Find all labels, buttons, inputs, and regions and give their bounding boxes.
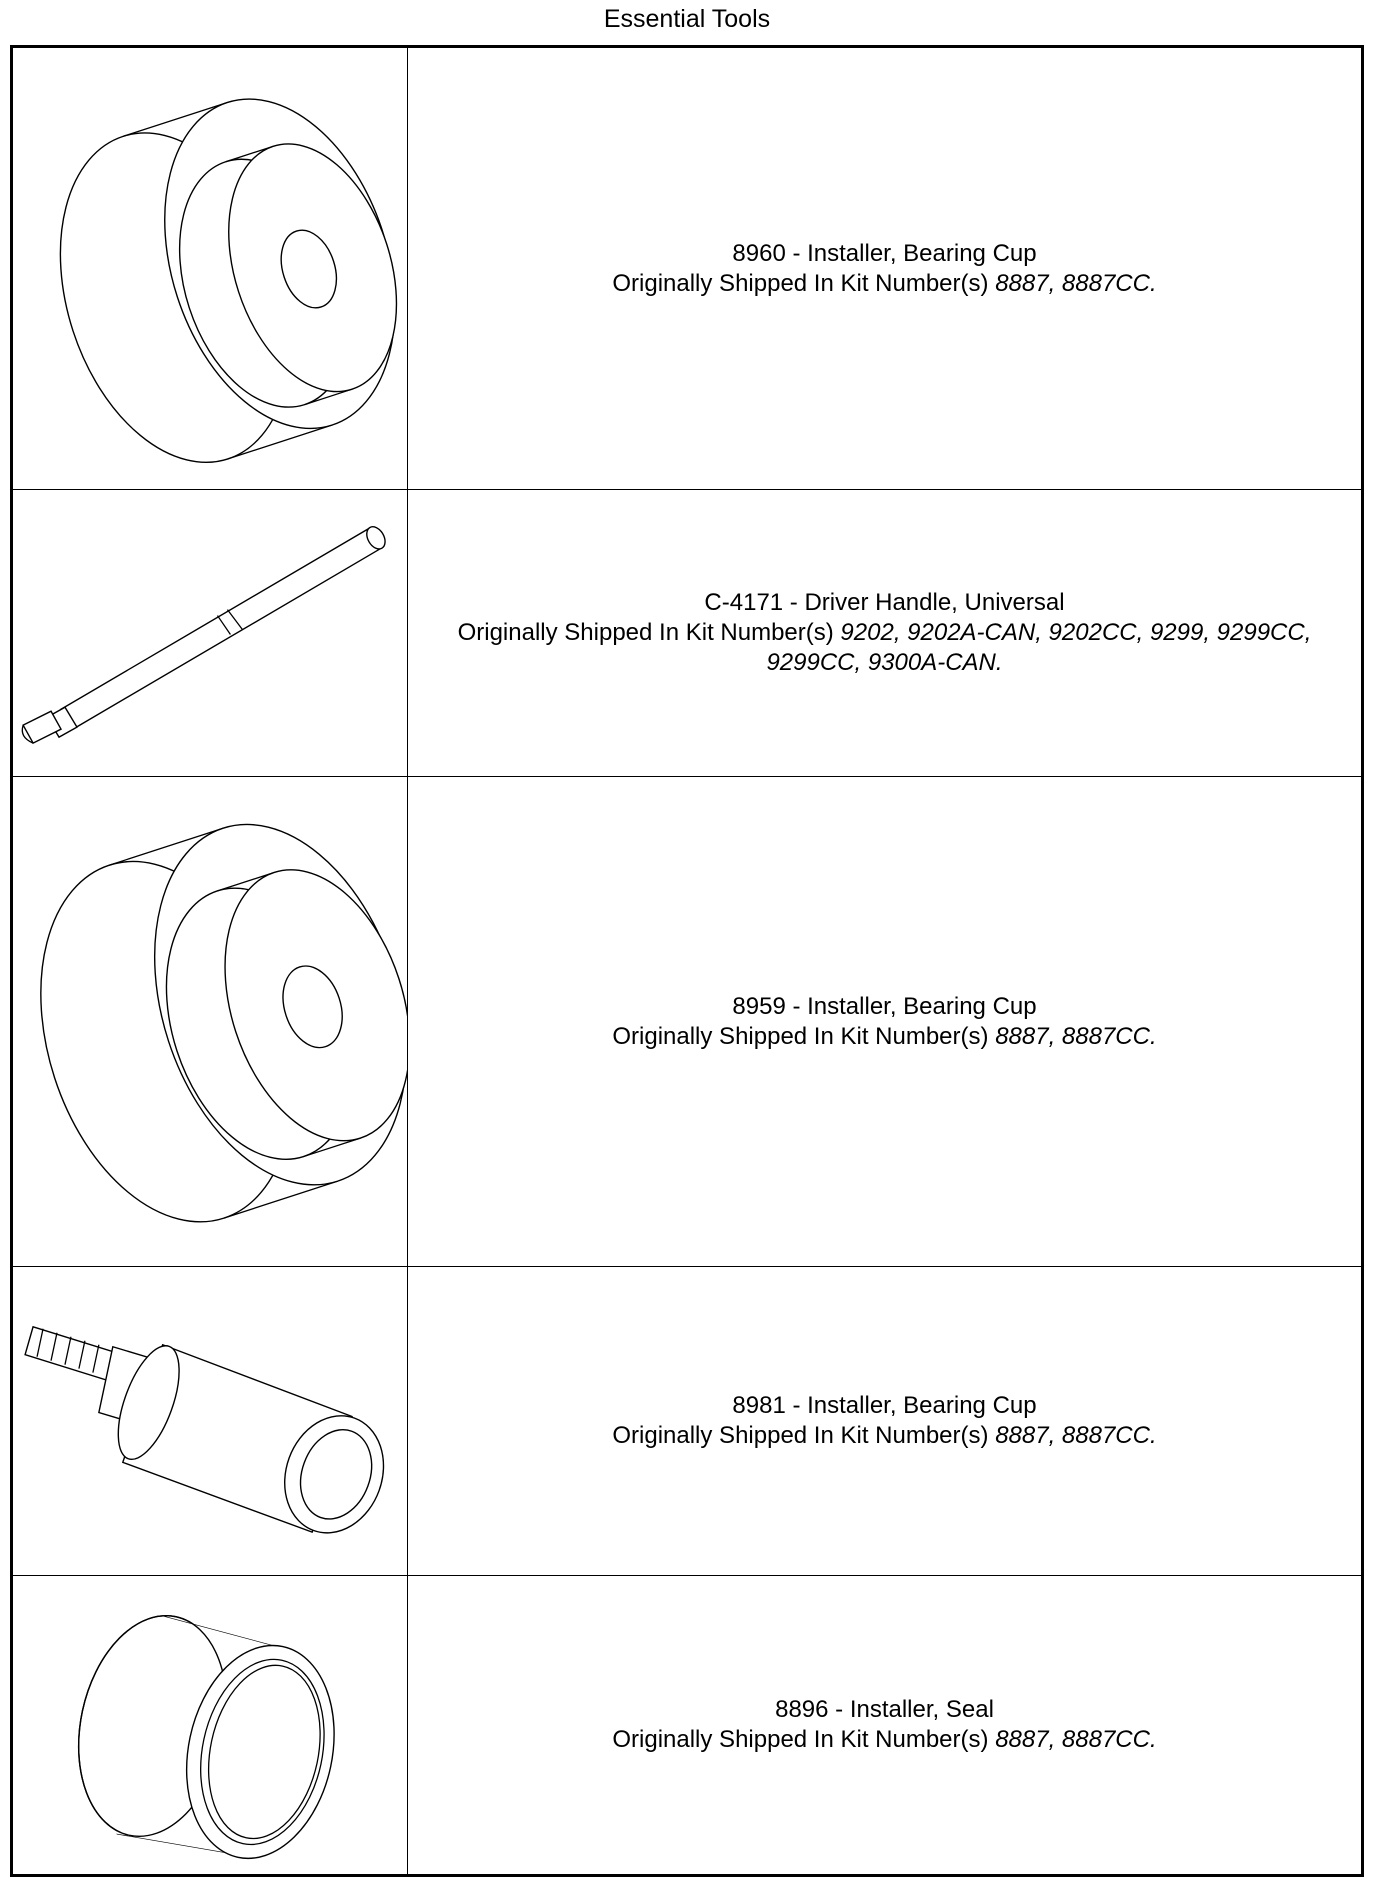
kit-prefix: Originally Shipped In Kit Number(s) xyxy=(612,1422,989,1449)
tool-image-cell xyxy=(13,48,408,489)
tool-description-cell xyxy=(408,48,1361,489)
tool-description-cell xyxy=(408,1576,1361,1874)
kit-numbers: 8887, 8887CC. xyxy=(995,1726,1157,1753)
table-row xyxy=(13,777,1361,1267)
kit-prefix: Originally Shipped In Kit Number(s) xyxy=(612,269,989,297)
tool-image-cell xyxy=(13,490,408,776)
kit-prefix: Originally Shipped In Kit Number(s) xyxy=(612,1022,989,1050)
tool-name: 8960 - Installer, Bearing Cup xyxy=(732,239,1037,267)
bearing-cup-installer-icon xyxy=(13,777,407,1266)
tool-image-cell xyxy=(13,777,408,1266)
kit-prefix: Originally Shipped In Kit Number(s) xyxy=(612,1726,989,1753)
table-row xyxy=(13,1576,1361,1874)
table-row xyxy=(13,48,1361,490)
kit-numbers: 9202, 9202A-CAN, 9202CC, 9299, 9299CC, 9299CC, 9300A-CAN. xyxy=(766,619,1312,676)
kit-numbers: 8887, 8887CC. xyxy=(995,1022,1157,1050)
tool-description-cell xyxy=(408,1267,1361,1575)
tool-name: 8896 - Installer, Seal xyxy=(775,1696,994,1723)
kit-prefix: Originally Shipped In Kit Number(s) xyxy=(457,619,834,646)
tool-name: C-4171 - Driver Handle, Universal xyxy=(704,589,1065,616)
tool-name: 8959 - Installer, Bearing Cup xyxy=(732,992,1037,1020)
kit-numbers: 8887, 8887CC. xyxy=(995,269,1157,297)
tool-image-cell xyxy=(13,1267,408,1575)
kit-numbers: 8887, 8887CC. xyxy=(995,1422,1157,1449)
tool-kits-line xyxy=(448,1421,1321,1451)
table-row xyxy=(13,1267,1361,1576)
tool-kits-line xyxy=(448,269,1321,299)
tool-kits-line xyxy=(448,1725,1321,1755)
tool-description-cell xyxy=(408,490,1361,776)
table-row xyxy=(13,490,1361,777)
tool-kits-line xyxy=(448,1022,1321,1052)
bearing-cup-installer-icon xyxy=(13,48,407,489)
tools-table xyxy=(10,45,1364,1877)
threaded-cup-installer-icon xyxy=(13,1267,407,1575)
driver-handle-icon xyxy=(13,490,407,776)
tool-image-cell xyxy=(13,1576,408,1874)
tool-kits-line xyxy=(448,618,1321,678)
seal-installer-icon xyxy=(13,1576,407,1874)
page-title: Essential Tools xyxy=(603,5,771,33)
tool-name: 8981 - Installer, Bearing Cup xyxy=(732,1392,1037,1419)
tool-description-cell xyxy=(408,777,1361,1266)
